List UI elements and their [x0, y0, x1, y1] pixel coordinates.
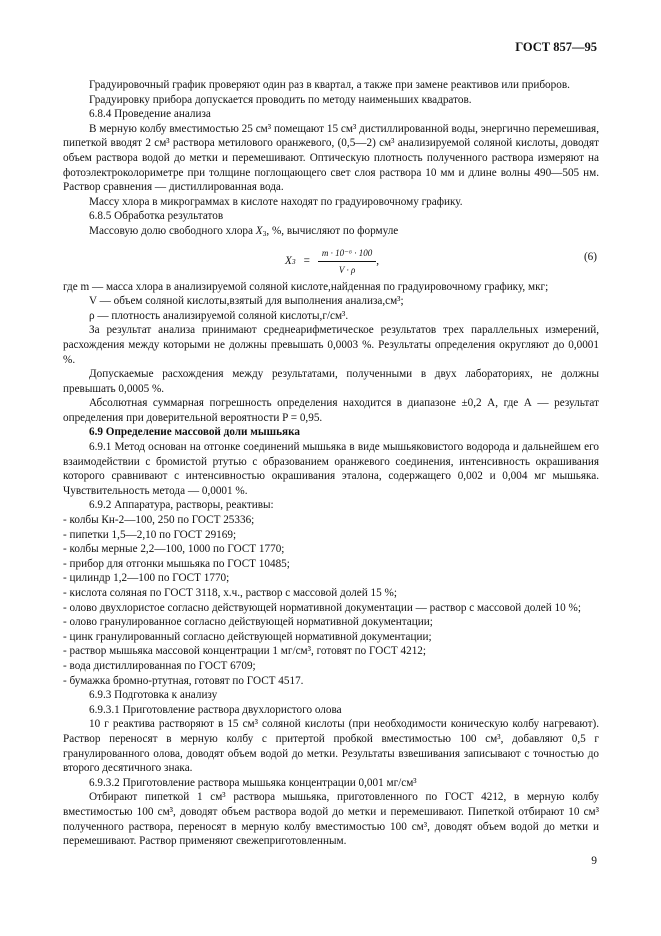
definition-v: V — объем соляной кислоты,взятый для выполнения анализа,см³;	[89, 295, 404, 308]
paragraph: Абсолютная суммарная погрешность определения находится в диапазоне ±0,2 А, где А — результат определения при доверительной вероятности P = 0,95.	[63, 397, 599, 424]
paragraph: 10 г реактива растворяют в 15 см³ соляной кислоты (при необходимости коническую колбу нагревают). Раствор переносят в мерную колбу с притертой пробкой вместимостью 100 см³, добавляют 0,5 г гранулированного олова, доводят объем водой до метки. Результаты взвешивания записывают с точностью до второго десятичного знака.	[63, 718, 599, 775]
formula-fraction	[318, 246, 376, 278]
definition-rho: ρ — плотность анализируемой соляной кислоты,г/см³.	[89, 309, 349, 322]
paragraph: Градуировку прибора допускается проводить по методу наименьших квадратов.	[89, 93, 472, 106]
paragraph: Градуировочный график проверяют один раз в квартал, а также при замене реактивов или приборов.	[89, 79, 570, 91]
list-item: - пипетки 1,5—2,10 по ГОСТ 29169;	[63, 528, 237, 541]
list-item: - олово гранулированное согласно действующей нормативной документации;	[63, 616, 433, 629]
list-item: - олово двухлористое согласно действующей нормативной документации — раствор с массовой долей 10 %;	[63, 601, 581, 614]
variable-subscript: 3	[262, 228, 267, 238]
section-heading-6-9-3: 6.9.3 Подготовка к анализу	[89, 689, 218, 702]
list-item: - прибор для отгонки мышьяка по ГОСТ 10485;	[63, 557, 290, 570]
section-heading-6-8-5: 6.8.5 Обработка результатов	[89, 210, 224, 223]
paragraph: 6.9.1 Метод основан на отгонке соединений мышьяка в виде мышьяковистого водорода и дальнейшем его взаимодействии с бромистой ртутью с образованием оранжевого соединения, интенсивность окрашивания которого сравнивают с интенсивностью окрашивания эталона, содержащего 0,002 и 0,004 мг мышьяка. Чувствительность метода — 0,0001 %.	[63, 441, 599, 497]
formula-number: (6)	[583, 250, 597, 263]
section-heading-6-9-3-2: 6.9.3.2 Приготовление раствора мышьяка концентрации 0,001 мг/см³	[89, 776, 417, 789]
paragraph: Отбирают пипеткой 1 см³ раствора мышьяка, приготовленного по ГОСТ 4212, в мерную колбу вместимостью 100 см³, доводят объем раствора водой до метки и перемешивают. Пипеткой отбирают 10 см³ полученного раствора, переносят в мерную колбу вместимостью 100 см³, доводят объем водой до метки и перемешивают. Раствор применяют свежеприготовленным.	[63, 791, 599, 848]
formula-equals: =	[303, 255, 310, 268]
paragraph: В мерную колбу вместимостью 25 см³ помещают 15 см³ дистиллированной воды, энергично перемешивая, пипеткой вводят 2 см³ раствора метилового оранжевого, (0,5—2) см³ анализируемой соляной кислоты, доводят объем раствора водой до метки и перемешивают. Оптическую плотность полученного раствора измеряют на фотоэлектроколориметре при толщине поглощающего свет слоя раствора 10 мм и длине волны 490—505 нм. Раствор сравнения — дистиллированная вода.	[63, 122, 599, 194]
page-number: 9	[591, 855, 597, 867]
document-body	[63, 78, 599, 849]
section-heading-6-9-3-1: 6.9.3.1 Приготовление раствора двухлористого олова	[89, 703, 342, 716]
formula-denominator: V · ρ	[338, 265, 356, 276]
section-heading-6-8-4: 6.8.4 Проведение анализа	[89, 108, 211, 121]
formula-intro-text: , %, вычисляют по формуле	[266, 224, 399, 237]
list-item: - бумажка бромно-ртутная, готовят по ГОСТ 4517.	[63, 674, 304, 687]
paragraph: Допускаемые расхождения между результатами, полученными в двух лабораториях, не должны превышать 0,0005 %.	[63, 368, 599, 395]
section-heading-6-9-2: 6.9.2 Аппаратура, растворы, реактивы:	[89, 499, 274, 512]
variable-x: X	[255, 224, 263, 237]
formula-6	[63, 241, 599, 279]
section-heading-6-9: 6.9 Определение массовой доли мышьяка	[89, 426, 300, 439]
equipment-list	[63, 513, 599, 688]
formula-intro	[63, 224, 599, 239]
paragraph: За результат анализа принимают среднеарифметическое результатов трех параллельных измерений, расхождения между которыми не должны превышать 0,0003 %. Результаты определения округляют до 0,0001 %.	[63, 324, 599, 366]
list-item: - кислота соляная по ГОСТ 3118, х.ч., раствор с массовой долей 15 %;	[63, 587, 397, 599]
list-item: - цинк гранулированный согласно действующей нормативной документации;	[63, 630, 432, 643]
list-item: - колбы мерные 2,2—100, 1000 по ГОСТ 1770;	[63, 543, 285, 556]
list-item: - вода дистиллированная по ГОСТ 6709;	[63, 659, 256, 672]
formula-lhs: X	[285, 255, 292, 268]
definition-m: где m — масса хлора в анализируемой соляной кислоте,найденная по градуировочному графику, мкг;	[63, 280, 549, 293]
formula-numerator: m · 10⁻⁶ · 100	[318, 246, 376, 263]
list-item: - цилиндр 1,2—100 по ГОСТ 1770;	[63, 572, 230, 585]
formula-comma: ,	[376, 255, 380, 268]
paragraph: Массу хлора в микрограммах в кислоте находят по градуировочному графику.	[89, 195, 463, 208]
list-item: - колбы Кн-2—100, 250 по ГОСТ 25336;	[63, 514, 255, 527]
list-item: - раствор мышьяка массовой концентрации 1 мг/см³, готовят по ГОСТ 4212;	[63, 645, 426, 658]
formula-intro-text: Массовую долю свободного хлора	[89, 224, 256, 237]
document-header: ГОСТ 857—95	[515, 40, 597, 54]
formula-expression: X 3 = $\frac{\text{m · 10⁻⁶ · 100}}{V \cdot \rho}$ ,	[285, 246, 379, 278]
